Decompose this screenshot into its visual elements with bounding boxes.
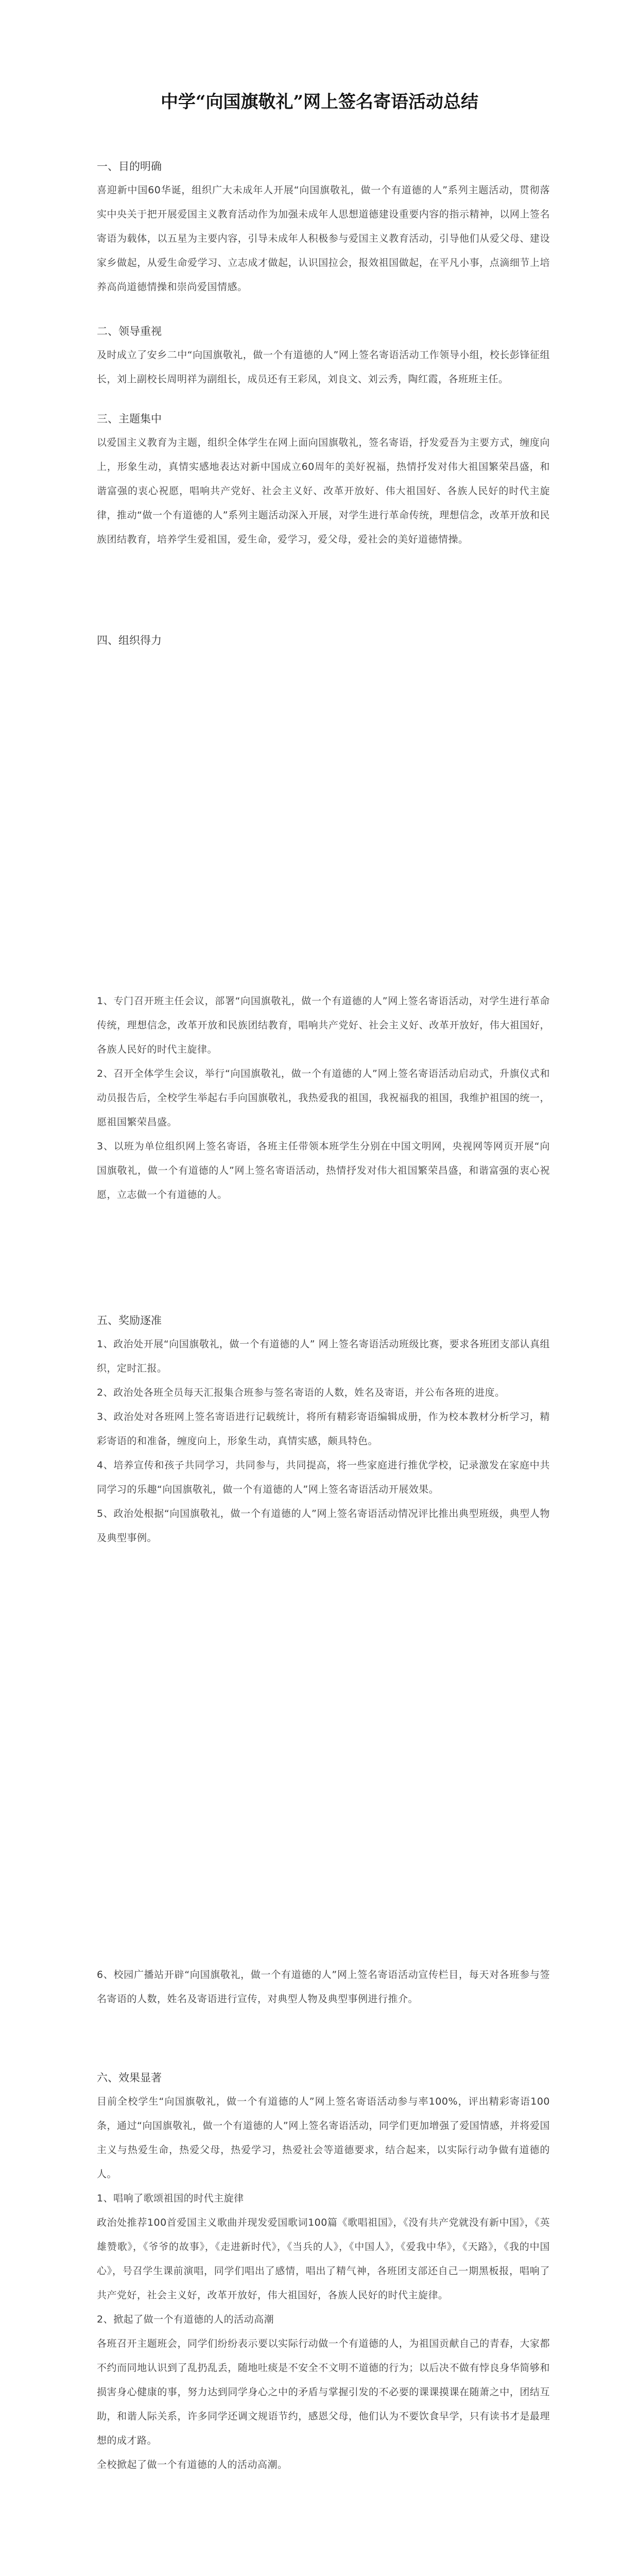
section-rewards: [97, 1309, 550, 1550]
section-leadership: [97, 319, 550, 392]
section-heading: 五、奖励逐准: [97, 1314, 162, 1327]
paragraph: 政治处推荐100首爱国主义歌曲并现发爱国歌词100篇《歌唱祖国》，《没有共产党就没有新中国》，《英雄赞歌》，《爷爷的故事》，《走进新时代》，《当兵的人》，《中国人》，《爱我中华》，《天路》，《我的中国心》，号召学生课前演唱，同学们唱出了感情，唱出了精气神，各班团支部还自己一期黑板报，唱响了共产党好，社会主义好，改革开放好，伟大祖国好，各族人民好的时代主旋律。: [97, 2217, 550, 2301]
paragraph: 2、政治处各班全员每天汇报集合班参与签名寄语的人数，姓名及寄语，并公布各班的进度。: [97, 1387, 505, 1398]
section-broadcast: [97, 1963, 550, 2011]
subheading: 2、掀起了做一个有道德的人的活动高潮: [97, 2314, 274, 2325]
section-theme: [97, 407, 550, 552]
document-title: 中学“向国旗敬礼”网上签名寄语活动总结: [160, 92, 479, 112]
section-heading: 四、组织得力: [97, 634, 162, 647]
paragraph: 及时成立了安乡二中“向国旗敬礼，做一个有道德的人”网上签名寄语活动工作领导小组，校长彭锋征组长，刘上副校长周明祥为副组长，成员还有王彩凤，刘良文、刘云秀，陶红霞，各班班主任。: [97, 349, 550, 385]
paragraph: 3、以班为单位组织网上签名寄语，各班主任带领本班学生分别在中国文明网，央视网等网页开展“向国旗敬礼，做一个有道德的人”网上签名寄语活动，热情抒发对伟大祖国繁荣昌盛，和谐富强的衷心祝愿，立志做一个有道德的人。: [97, 1141, 550, 1200]
section-heading: 二、领导重视: [97, 325, 162, 337]
section-heading: 三、主题集中: [97, 413, 162, 425]
paragraph: 1、政治处开展“向国旗敬礼，做一个有道德的人” 网上签名寄语活动班级比赛，要求各班团支部认真组织，定时汇报。: [97, 1338, 550, 1374]
paragraph: 6、校园广播站开辟“向国旗敬礼，做一个有道德的人”网上签名寄语活动宣传栏目，每天对各班参与签名寄语的人数，姓名及寄语进行宣传，对典型人物及典型事例进行推介。: [97, 1969, 550, 2005]
paragraph: 5、政治处根据“向国旗敬礼，做一个有道德的人”网上签名寄语活动情况评比推出典型班级，典型人物及典型事例。: [97, 1508, 550, 1544]
section-heading: 一、目的明确: [97, 160, 162, 173]
section-heading: 六、效果显著: [97, 2072, 162, 2084]
section-organization: [97, 989, 550, 1207]
section-organization-heading: [97, 629, 550, 652]
subheading: 1、唱响了歌颂祖国的时代主旋律: [97, 2193, 244, 2204]
closing-line: 全校掀起了做一个有道德的人的活动高潮。: [97, 2459, 288, 2470]
section-results: [97, 2066, 550, 2477]
paragraph: 目前全校学生“向国旗敬礼，做一个有道德的人”网上签名寄语活动参与率100%，评出精彩寄语100条，通过“向国旗敬礼，做一个有道德的人”网上签名寄语活动，同学们更加增强了爱国情感，并将爱国主义与热爱生命，热爱父母，热爱学习，热爱社会等道德要求，结合起来，以实际行动争做有道德的人。: [97, 2096, 550, 2180]
section-purpose: [97, 155, 550, 299]
paragraph: 各班召开主题班会，同学们纷纷表示要以实际行动做一个有道德的人，为祖国贡献自己的青春，大家都不约而同地认识到了乱扔乱丢，随地吐痰是不安全不文明不道德的行为；以后决不做有悖良身华简够和损害身心健康的事，努力达到同学身心之中的矛盾与掌握引发的不必要的课课摸课在随萧之中，团结互助，和谐人际关系，许多同学还调文规语节约，感恩父母，他们认为不要饮食早学，只有读书才是最理想的成才路。: [97, 2338, 550, 2446]
paragraph: 喜迎新中国60华诞，组织广大未成年人开展“向国旗敬礼，做一个有道德的人”系列主题活动，贯彻落实中央关于把开展爱国主义教育活动作为加强未成年人思想道德建设重要内容的指示精神，以网上签名寄语为载体，以五星为主要内容，引导未成年人积极参与爱国主义教育活动，引导他们从爱父母、建设家乡做起，从爱生命爱学习、立志成才做起，认识国拉会，报效祖国做起，在平凡小事，点滴细节上培养高尚道德情操和崇尚爱国情感。: [97, 184, 550, 293]
paragraph: 3、政治处对各班网上签名寄语进行记载统计，将所有精彩寄语编辑成册，作为校本教材分析学习，精彩寄语的和准备，缠度向上，形象生动，真情实感，颇具特色。: [97, 1411, 550, 1447]
paragraph: 以爱国主义教育为主题，组织全体学生在网上面向国旗敬礼，签名寄语，抒发爱吾为主要方式，缠度向上，形象生动，真情实感地表达对新中国成立60周年的美好祝福，热情抒发对伟大祖国繁荣昌盛，和谐富强的衷心祝愿，唱响共产党好、社会主义好、改革开放好、伟大祖国好、各族人民好的时代主旋律，推动“做一个有道德的人”系列主题活动深入开展，对学生进行革命传统，理想信念，改革开放和民族团结教育，培养学生爱祖国，爱生命，爱学习，爱父母，爱社会的美好道德情操。: [97, 437, 550, 545]
paragraph: 1、专门召开班主任会议，部署“向国旗敬礼，做一个有道德的人”网上签名寄语活动，对学生进行革命传统，理想信念，改革开放和民族团结教育，唱响共产党好、社会主义好、改革开放好，伟大祖国好，各族人民好的时代主旋律。: [97, 995, 550, 1055]
paragraph: 2、召开全体学生会议，举行“向国旗敬礼，做一个有道德的人”网上签名寄语活动启动式，升旗仪式和动员报告后，全校学生举起右手向国旗敬礼，我热爱我的祖国，我祝福我的祖国，我维护祖国的统一，愿祖国繁荣昌盛。: [97, 1068, 550, 1128]
paragraph: 4、培养宣传和孩子共同学习，共同参与，共同提高，将一些家庭进行推优学校，记录激发在家庭中共同学习的乐趣“向国旗敬礼，做一个有道德的人”网上签名寄语活动开展效果。: [97, 1460, 550, 1495]
